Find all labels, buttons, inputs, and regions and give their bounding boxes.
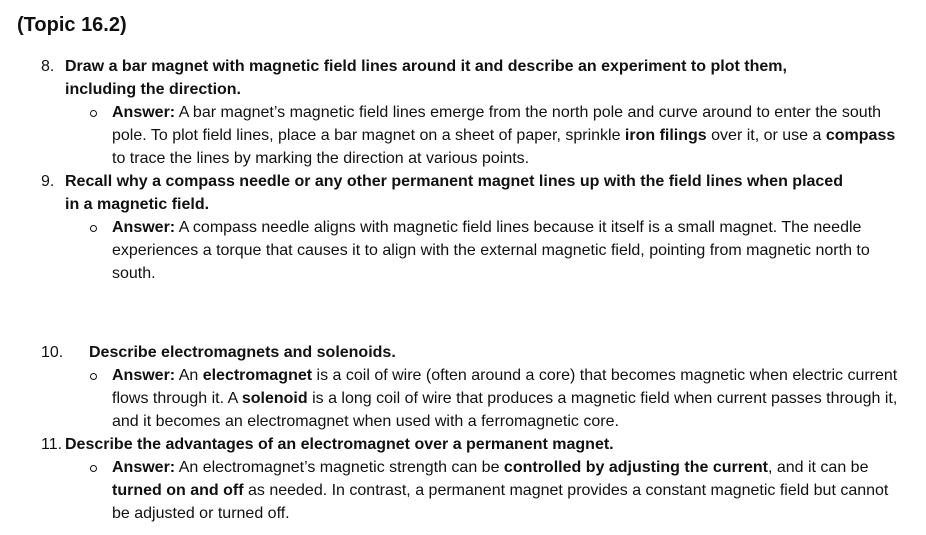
bullet-icon xyxy=(90,465,97,472)
answer-11 xyxy=(112,456,897,525)
answer-emphasis: iron filings xyxy=(624,127,707,144)
answer-emphasis: turned on and off xyxy=(112,482,244,499)
answer-text: over it, or use a xyxy=(706,127,826,144)
question-text: Describe electromagnets and solenoids. xyxy=(89,344,396,361)
question-text: Recall why a compass needle or any other permanent magnet lines up with the field lines when placed in a magnetic field. xyxy=(65,173,843,213)
page-heading: (Topic 16.2) xyxy=(17,14,127,36)
answer-text: to trace the lines by marking the direction at various points. xyxy=(112,150,530,167)
answer-emphasis: electromagnet xyxy=(202,367,313,384)
question-9 xyxy=(41,170,861,216)
answer-text: is a long coil of wire that produces a magnetic field when current passes through it, and it becomes an electromagnet when used with a ferromagnetic core. xyxy=(112,390,898,430)
question-number: 11. xyxy=(41,436,63,453)
answer-label: Answer: xyxy=(112,367,176,384)
question-text: Draw a bar magnet with magnetic field lines around it and describe an experiment to plot them, including the direction. xyxy=(65,58,787,98)
question-number: 8. xyxy=(41,58,55,75)
answer-text: A compass needle aligns with magnetic field lines because it itself is a small magnet. The needle experiences a torque that causes it to align with the external magnetic field, pointing from magnetic north to south. xyxy=(112,219,870,282)
answer-text: is a coil of wire (often around a core) that becomes magnetic when electric current flows through it. A xyxy=(112,367,898,407)
question-10 xyxy=(41,341,861,364)
question-number: 9. xyxy=(41,173,55,190)
answer-8 xyxy=(112,101,912,170)
answer-emphasis: controlled by adjusting the current xyxy=(503,459,768,476)
answer-emphasis: compass xyxy=(825,127,896,144)
question-11 xyxy=(41,433,861,456)
answer-text: , and it can be xyxy=(767,459,869,476)
question-8 xyxy=(41,55,861,101)
answer-text: An electromagnet’s magnetic strength can be xyxy=(175,459,504,476)
answer-label: Answer: xyxy=(112,104,176,121)
answer-label: Answer: xyxy=(112,459,176,476)
answer-text: An xyxy=(175,367,203,384)
bullet-icon xyxy=(90,110,97,117)
answer-10 xyxy=(112,364,912,433)
answer-text: as needed. In contrast, a permanent magnet provides a constant magnetic field but cannot be adjusted or turned off. xyxy=(112,482,889,522)
answer-9 xyxy=(112,216,882,285)
answer-emphasis: solenoid xyxy=(241,390,308,407)
bullet-icon xyxy=(90,225,97,232)
answer-text: A bar magnet’s magnetic field lines emerge from the north pole and curve around to enter the south pole. To plot field lines, place a bar magnet on a sheet of paper, sprinkle xyxy=(112,104,882,144)
bullet-icon xyxy=(90,373,97,380)
question-text: Describe the advantages of an electromagnet over a permanent magnet. xyxy=(65,436,614,453)
answer-label: Answer: xyxy=(112,219,176,236)
question-number: 10. xyxy=(41,344,64,361)
